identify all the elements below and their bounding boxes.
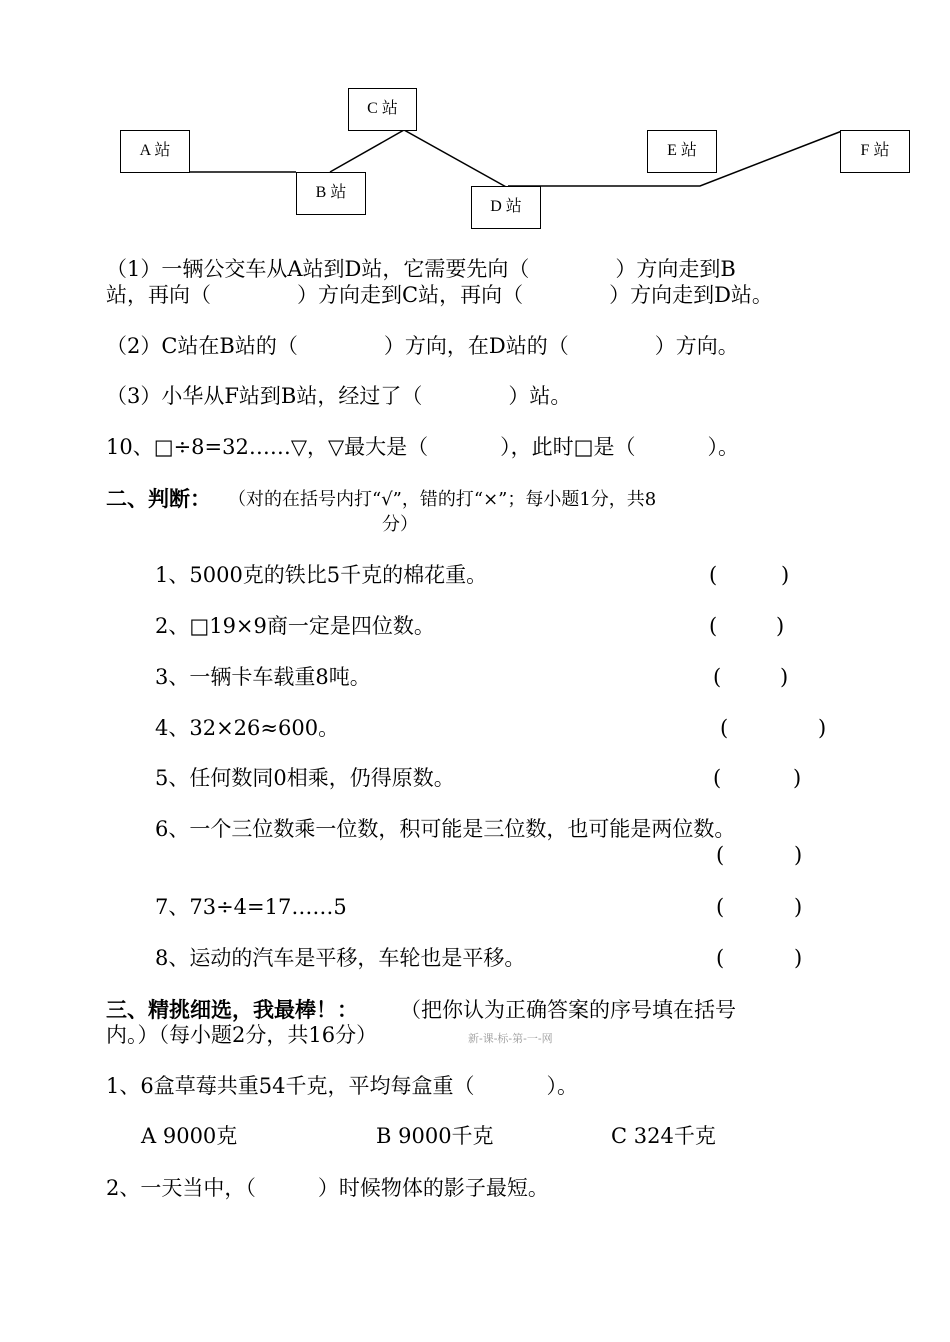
q9-part1-text-c: 站，再向（ [106, 283, 211, 307]
q9-part3 [106, 383, 571, 409]
judge-item-4: 4、32×26≈600。 [155, 716, 340, 740]
choice-q1-end: ）。 [546, 1074, 578, 1098]
judge-item-1: 1、5000克的铁比5千克的棉花重。 [155, 563, 488, 587]
q10-text-c: ）。 [707, 435, 739, 459]
q10 [106, 434, 739, 460]
judge-item-2: 2、□19×9商一定是四位数。 [155, 614, 435, 638]
section3-note-line2: 内。）（每小题2分，共16分） [106, 1023, 378, 1047]
judge-item-3: 3、一辆卡车载重8吨。 [155, 665, 371, 689]
answer-paren-close: ) [794, 895, 803, 919]
q9-part2 [106, 333, 739, 359]
answer-paren-open: ( [716, 946, 725, 970]
answer-paren-close: ) [818, 716, 827, 740]
choice-q1-option-c: C 324千克 [611, 1124, 716, 1148]
q9-part2-text-a: （2）C站在B站的（ [106, 334, 298, 358]
section3-note-line1: （把你认为正确答案的序号填在括号 [400, 998, 736, 1022]
answer-paren-close: ) [793, 766, 802, 790]
section2-title: 二、判断： [106, 486, 211, 511]
q9-part1-line1 [106, 256, 736, 282]
q9-part3-text-b: ）站。 [508, 384, 572, 408]
section2-note-line1: （对的在括号内打“√”，错的打“×”；每小题1分，共8 [228, 489, 657, 510]
answer-paren-close: ) [780, 665, 789, 689]
choice-q1-text: 1、6盒草莓共重54千克，平均每盒重（ [106, 1074, 475, 1098]
choice-q2-text-b: ）时候物体的影子最短。 [317, 1176, 549, 1200]
q9-part1-line2 [106, 282, 773, 308]
judge-item-7: 7、73÷4=17……5 [155, 895, 347, 919]
q9-part1-text-d: ）方向走到C站，再向（ [297, 283, 524, 307]
answer-paren-open: ( [709, 614, 718, 638]
judge-item-6: 6、一个三位数乘一位数，积可能是三位数，也可能是两位数。 [155, 817, 736, 841]
section3-title: 三、精挑细选，我最棒！： [106, 997, 358, 1022]
section2-note-line2: 分） [382, 514, 418, 535]
q9-part2-text-c: ）方向。 [654, 334, 739, 358]
choice-q2-text-a: 2、一天当中，（ [106, 1176, 256, 1200]
watermark-text: 新-课-标-第-一-网 [468, 1032, 553, 1045]
q9-part3-text-a: （3）小华从F站到B站，经过了（ [106, 384, 423, 408]
station-b-box: B 站 [296, 172, 366, 215]
station-d-box: D 站 [471, 186, 541, 229]
answer-paren-open: ( [716, 895, 725, 919]
station-a-box: A 站 [120, 130, 190, 173]
station-e-box: E 站 [647, 130, 717, 173]
q9-part1-text-a: （1）一辆公交车从A站到D站，它需要先向（ [106, 257, 530, 281]
station-f-box: F 站 [840, 130, 910, 173]
answer-paren-open: ( [720, 716, 729, 740]
answer-paren-open: ( [716, 843, 725, 867]
choice-q1-option-b: B 9000千克 [376, 1124, 494, 1148]
answer-paren-close: ) [794, 946, 803, 970]
station-c-box: C 站 [348, 88, 417, 131]
q9-part1-text-b: ）方向走到B [615, 257, 736, 281]
choice-q1 [106, 1073, 578, 1099]
q9-part2-text-b: ）方向，在D站的（ [383, 334, 569, 358]
choice-q1-option-a: A 9000克 [141, 1124, 238, 1148]
answer-paren-close: ) [776, 614, 785, 638]
answer-paren-open: ( [709, 563, 718, 587]
q10-text-a: 10、□÷8=32……▽，▽最大是（ [106, 435, 429, 459]
judge-item-5: 5、任何数同0相乘，仍得原数。 [155, 766, 455, 790]
choice-q2 [106, 1175, 549, 1201]
answer-paren-open: ( [713, 665, 722, 689]
answer-paren-close: ) [794, 843, 803, 867]
q9-part1-text-e: ）方向走到D站。 [609, 283, 773, 307]
answer-paren-close: ) [781, 563, 790, 587]
q10-text-b: ），此时□是（ [500, 435, 636, 459]
answer-paren-open: ( [713, 766, 722, 790]
judge-item-8: 8、运动的汽车是平移，车轮也是平移。 [155, 946, 526, 970]
